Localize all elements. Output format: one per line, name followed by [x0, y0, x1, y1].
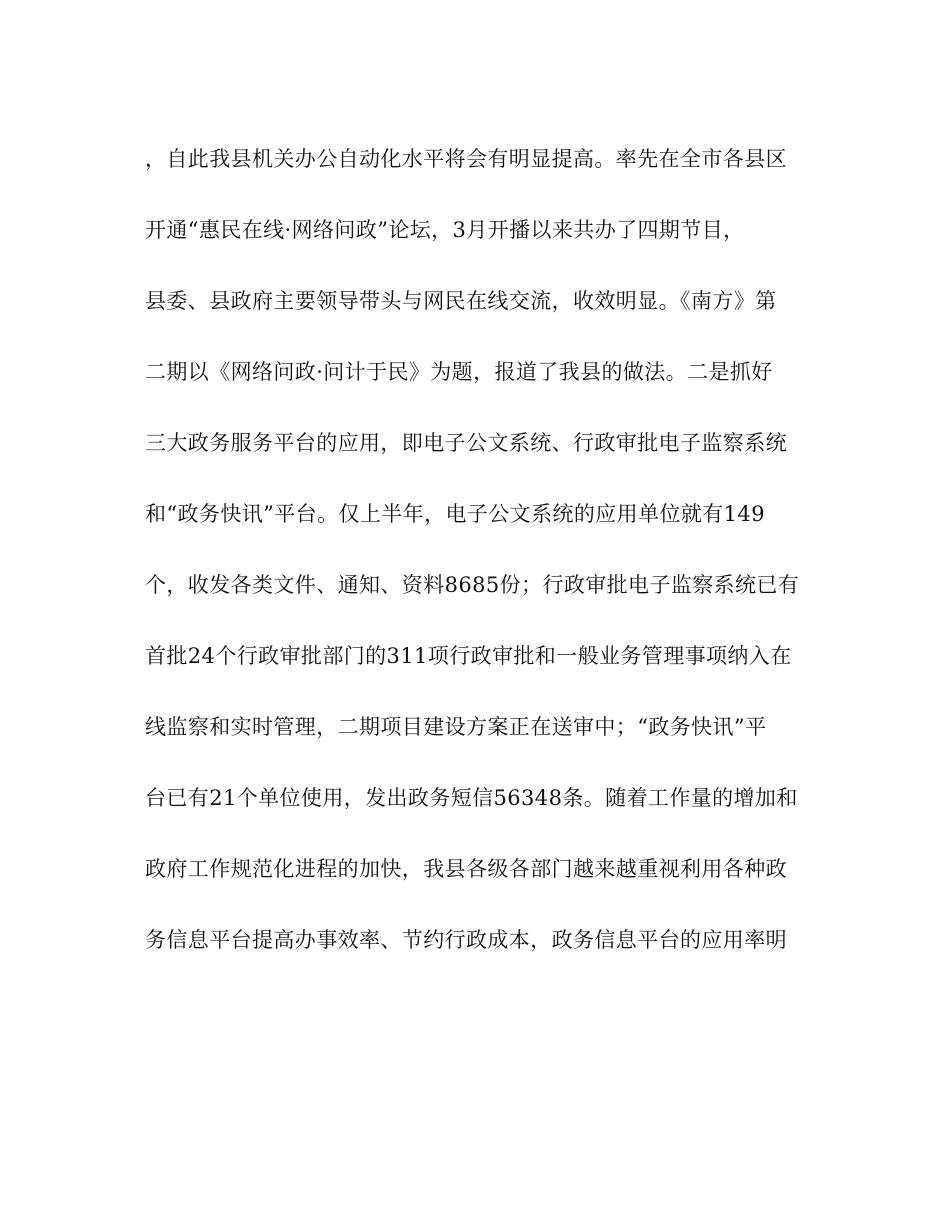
text-line-1: ，自此我县机关办公自动化水平将会有明显提高。率先在全市各县区 — [145, 147, 787, 171]
text-line-3: 县委、县政府主要领导带头与网民在线交流，收效明显。《南方》第 — [145, 289, 777, 313]
text-line-9: 线监察和实时管理，二期项目建设方案正在送审中；“政务快讯”平 — [145, 715, 767, 739]
text-line-10: 台已有21个单位使用，发出政务短信56348条。随着工作量的增加和 — [145, 786, 798, 810]
text-line-5: 三大政务服务平台的应用，即电子公文系统、行政审批电子监察系统 — [145, 431, 787, 455]
text-line-4: 二期以《网络问政·问计于民》为题，报道了我县的做法。二是抓好 — [145, 360, 773, 384]
text-line-12: 务信息平台提高办事效率、节约行政成本，政务信息平台的应用率明 — [145, 928, 787, 952]
text-line-2: 开通“惠民在线·网络问政”论坛，3月开播以来共办了四期节目， — [145, 218, 745, 242]
text-line-11: 政府工作规范化进程的加快，我县各级各部门越来越重视利用各种政 — [145, 857, 787, 881]
text-line-7: 个，收发各类文件、通知、资料8685份；行政审批电子监察系统已有 — [145, 573, 800, 597]
body-paragraph — [145, 138, 815, 990]
text-line-6: 和“政务快讯”平台。仅上半年，电子公文系统的应用单位就有149 — [145, 502, 765, 526]
text-line-8: 首批24个行政审批部门的311项行政审批和一般业务管理事项纳入在 — [145, 644, 792, 668]
